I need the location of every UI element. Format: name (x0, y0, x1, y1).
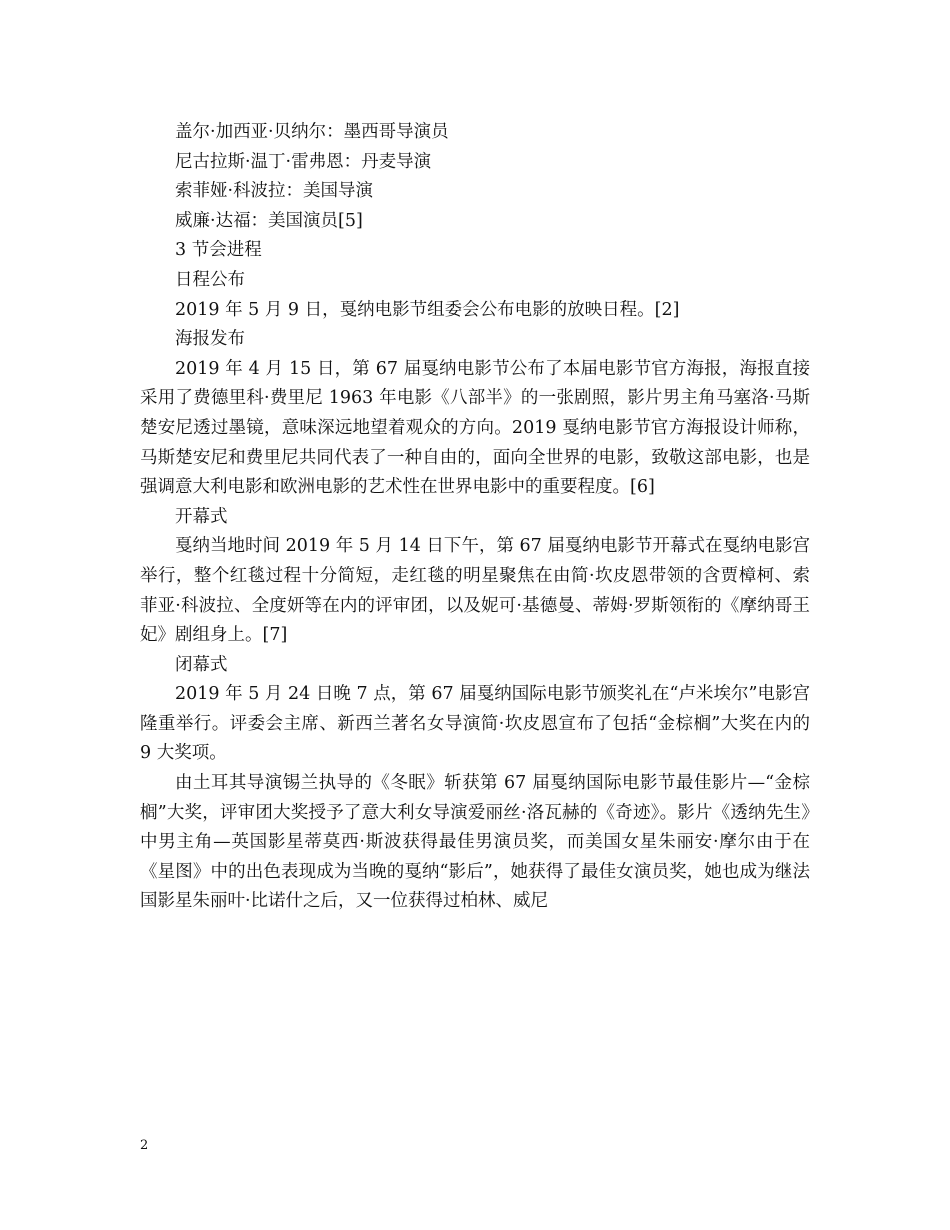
subheading-poster: 海报发布 (175, 329, 245, 350)
section-heading-festival-progress: 3 节会进程 (175, 240, 262, 261)
document-body (140, 118, 810, 917)
paragraph-jury-member: 威廉·达福：美国演员[5] (175, 210, 363, 231)
paragraph-awards: 由土耳其导演锡兰执导的《冬眠》斩获第 67 届戛纳国际电影节最佳影片—“金棕榈”大奖，评审团大奖授予了意大利女导演爱丽丝·洛瓦赫的《奇迹》。影片《透纳先生》中男主角—英国影星蒂莫西·斯波获得最佳男演员奖，而美国女星朱丽安·摩尔由于在《星图》中的出色表现成为当晚的戛纳“影后”，她获得了最佳女演员奖，她也成为继法国影星朱丽叶·比诺什之后，又一位获得过柏林、威尼 (140, 773, 810, 912)
subheading-schedule: 日程公布 (175, 269, 245, 290)
paragraph-schedule: 2019 年 5 月 9 日，戛纳电影节组委会公布电影的放映日程。[2] (175, 299, 680, 320)
paragraph-jury-member: 尼古拉斯·温丁·雷弗恩：丹麦导演 (175, 151, 432, 172)
subheading-opening: 开幕式 (175, 506, 228, 527)
paragraph-opening: 戛纳当地时间 2019 年 5 月 14 日下午，第 67 届戛纳电影节开幕式在戛纳电影宫举行，整个红毯过程十分简短，走红毯的明星聚焦在由简·坎皮恩带领的含贾樟柯、索菲亚·科波拉、全度妍等在内的评审团，以及妮可·基德曼、蒂姆·罗斯领衔的《摩纳哥王妃》剧组身上。[7] (140, 536, 810, 646)
paragraph-jury-member: 盖尔·加西亚·贝纳尔：墨西哥导演员 (175, 122, 449, 142)
paragraph-closing: 2019 年 5 月 24 日晚 7 点，第 67 届戛纳国际电影节颁奖礼在“卢米埃尔”电影宫隆重举行。评委会主席、新西兰著名女导演简·坎皮恩宣布了包括“金棕榈”大奖在内的 9 大奖项。 (140, 684, 810, 764)
paragraph-poster: 2019 年 4 月 15 日，第 67 届戛纳电影节公布了本届电影节官方海报，海报直接采用了费德里科·费里尼 1963 年电影《八部半》的一张剧照，影片男主角马塞洛·马斯楚安尼透过墨镜，意味深远地望着观众的方向。2019 戛纳电影节官方海报设计师称，马斯楚安尼和费里尼共同代表了一种自由的，面向全世界的电影，致敬这部电影，也是强调意大利电影和欧洲电影的艺术性在世界电影中的重要程度。[6] (140, 358, 810, 498)
paragraph-jury-member: 索菲娅·科波拉：美国导演 (175, 181, 374, 202)
subheading-closing: 闭幕式 (175, 654, 228, 675)
page-number: 2 (140, 1138, 149, 1153)
